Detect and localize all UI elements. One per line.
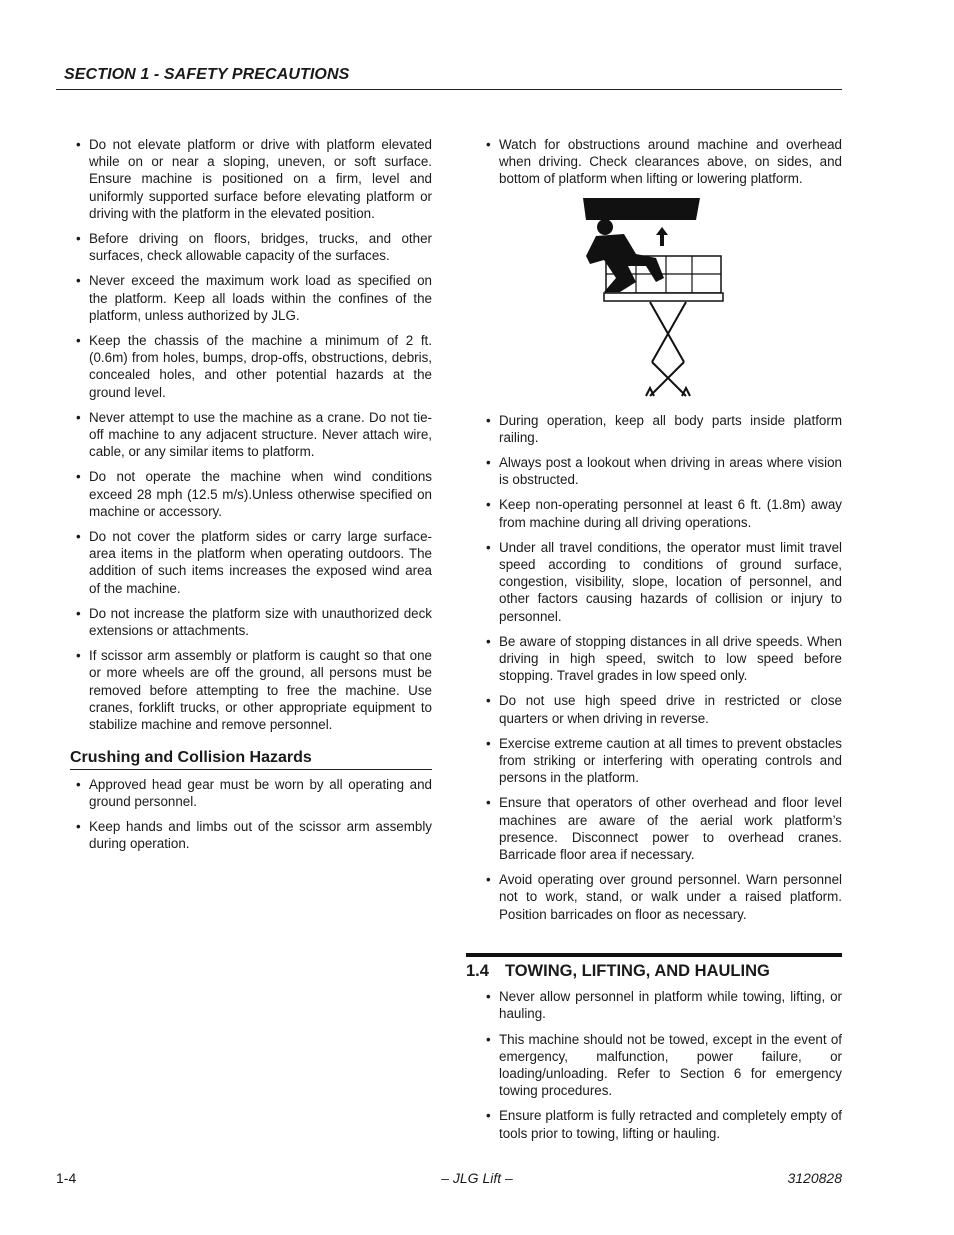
list-item: • Keep the chassis of the machine a minimum of 2 ft. (0.6m) from holes, bumps, drop-offs, obstructions, debris, concealed holes, and other potential hazards at the ground level. — [76, 332, 432, 401]
footer-center-title: – JLG Lift – — [441, 1170, 513, 1186]
section-heading-towing — [466, 963, 842, 980]
list-item: • Watch for obstructions around machine and overhead when driving. Check clearances above, on sides, and bottom of platform when lifting or lowering platform. — [486, 136, 842, 188]
list-item: • During operation, keep all body parts inside platform railing. — [486, 412, 842, 446]
right-bullet-list — [486, 412, 842, 923]
footer-doc-number: 3120828 — [787, 1170, 842, 1186]
list-item: • Do not elevate platform or drive with platform elevated while on or near a sloping, uneven, or soft surface. Ensure machine is positioned on a firm, level and uniformly supported surface before elevating platform or driving with the platform in the elevated position. — [76, 136, 432, 222]
section-rule — [466, 953, 842, 957]
towing-bullet-list — [486, 988, 842, 1142]
footer-page-number: 1-4 — [56, 1170, 77, 1186]
list-item: • Ensure platform is fully retracted and completely empty of tools prior to towing, lifting or hauling. — [486, 1107, 842, 1141]
list-item: • Always post a lookout when driving in areas where vision is obstructed. — [486, 454, 842, 488]
list-item: • Exercise extreme caution at all times to prevent obstacles from striking or interfering with operating controls and persons in the platform. — [486, 735, 842, 787]
right-column — [466, 136, 842, 1150]
list-item: • Never exceed the maximum work load as specified on the platform. Keep all loads within the confines of the platform, unless authorized by JLG. — [76, 272, 432, 324]
left-column — [70, 136, 432, 860]
overhead-crush-hazard-icon — [486, 196, 842, 406]
list-item: • Before driving on floors, bridges, trucks, and other surfaces, check allowable capacity of the surfaces. — [76, 230, 432, 264]
list-item: • Do not increase the platform size with unauthorized deck extensions or attachments. — [76, 605, 432, 639]
list-item: • Under all travel conditions, the operator must limit travel speed according to conditions of ground surface, congestion, visibility, slope, location of personnel, and other factors causing hazards of collision or injury to personnel. — [486, 539, 842, 625]
list-item: • Never allow personnel in platform while towing, lifting, or hauling. — [486, 988, 842, 1022]
list-item: • Do not use high speed drive in restricted or close quarters or when driving in reverse. — [486, 692, 842, 726]
list-item: • Do not operate the machine when wind conditions exceed 28 mph (12.5 m/s).Unless otherwise specified on machine or accessory. — [76, 468, 432, 520]
section-header-title: SECTION 1 - SAFETY PRECAUTIONS — [64, 66, 350, 83]
list-item: • Keep non-operating personnel at least 6 ft. (1.8m) away from machine during all driving operations. — [486, 496, 842, 530]
list-item: • Do not cover the platform sides or carry large surface-area items in the platform when operating outdoors. The addition of such items increases the exposed wind area of the machine. — [76, 528, 432, 597]
right-top-bullet-list — [486, 136, 842, 188]
list-item: • Never attempt to use the machine as a crane. Do not tie-off machine to any adjacent structure. Never attach wire, cable, or any similar items to platform. — [76, 409, 432, 461]
section-number: 1.4 — [466, 961, 489, 980]
list-item: • Ensure that operators of other overhead and floor level machines are aware of the aerial work platform’s presence. Disconnect power to overhead cranes. Barricade floor area if necessary. — [486, 794, 842, 863]
list-item: • This machine should not be towed, except in the event of emergency, malfunction, power failure, or loading/unloading. Refer to Section 6 for emergency towing procedures. — [486, 1031, 842, 1100]
section-title: TOWING, LIFTING, AND HAULING — [504, 961, 770, 980]
list-item: • Be aware of stopping distances in all drive speeds. When driving in high speed, switch to low speed before stopping. Travel grades in low speed only. — [486, 633, 842, 685]
list-item: • Avoid operating over ground personnel. Warn personnel not to work, stand, or walk under a raised platform. Position barricades on floor as necessary. — [486, 871, 842, 923]
crushing-hazards-heading: Crushing and Collision Hazards — [70, 749, 432, 769]
header-rule — [56, 89, 842, 90]
crush-hazard-figure — [486, 196, 842, 406]
crushing-bullet-list — [76, 776, 432, 853]
list-item: • Keep hands and limbs out of the scissor arm assembly during operation. — [76, 818, 432, 852]
left-bullet-list — [76, 136, 432, 733]
list-item: • Approved head gear must be worn by all operating and ground personnel. — [76, 776, 432, 810]
list-item: • If scissor arm assembly or platform is caught so that one or more wheels are off the ground, all persons must be removed before attempting to free the machine. Use cranes, forklift trucks, or other appropriate equipment to stabilize machine and remove personnel. — [76, 647, 432, 733]
